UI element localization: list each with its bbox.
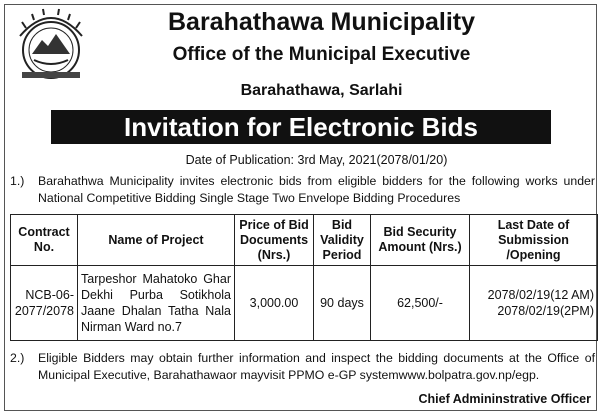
paragraph-1-text: Barahathwa Municipality invites electronic bids from eligible bidders for the following works under National Competitive Bidding Single Stage Two Envelope Bidding Procedures [38,174,595,205]
table-row [11,266,598,341]
header-validity: Bid Validity Period [314,215,371,266]
paragraph-1 [10,173,595,207]
municipality-name: Barahathawa Municipality [167,8,476,36]
notice-title-banner: Invitation for Electronic Bids [51,110,551,144]
table-header-row [11,215,598,266]
signatory-title: Chief Admininstrative Officer [418,392,591,406]
header-last-date: Last Date of Submission /Opening [470,215,598,266]
paragraph-2 [10,350,595,384]
cell-security: 62,500/- [371,266,470,341]
cell-validity: 90 days [314,266,371,341]
header-project-name: Name of Project [78,215,235,266]
bid-table [10,214,598,341]
header-price: Price of Bid Documents (Nrs.) [235,215,314,266]
opening-date: 2078/02/19(2PM) [497,304,594,318]
header-security: Bid Security Amount (Nrs.) [371,215,470,266]
cell-contract-no: NCB-06-2077/2078 [11,266,78,341]
submission-date: 2078/02/19(12 AM) [487,288,594,302]
cell-project-name: Tarpeshor Mahatoko Ghar Dekhi Purba Sotikhola Jaane Dhalan Tatha Nala Nirman Ward no.7 [78,266,235,341]
paragraph-2-text: Eligible Bidders may obtain further information and inspect the bidding documents at the Office of Municipal Executive, Barahathawaor mayvisit PPMO e-GP systemwww.bolpatra.gov.np/egp. [38,351,595,382]
header-contract-no: Contract No. [11,215,78,266]
cell-last-date [470,266,598,341]
office-name: Office of the Municipal Executive [172,44,471,65]
office-address: Barahathawa, Sarlahi [240,82,403,99]
paragraph-1-number: 1.) [10,174,25,188]
publication-date: Date of Publication: 3rd May, 2021(2078/01/20) [185,153,448,167]
cell-price: 3,000.00 [235,266,314,341]
paragraph-2-number: 2.) [10,351,25,365]
